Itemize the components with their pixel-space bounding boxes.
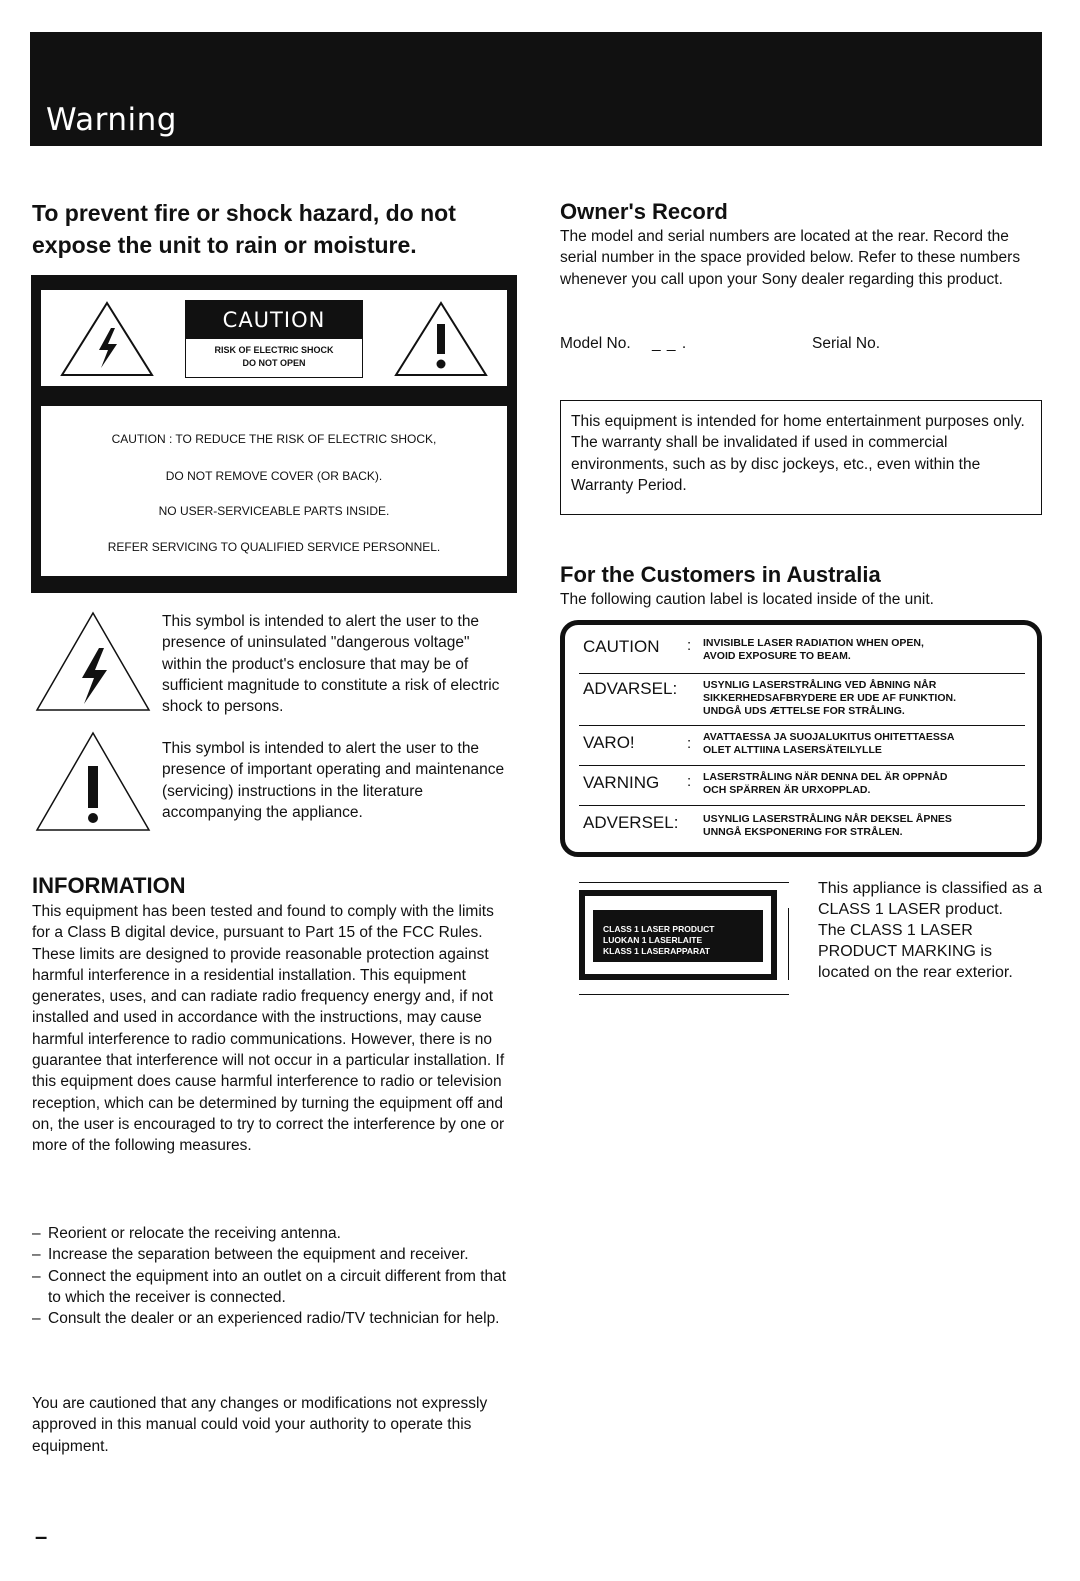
laser-label-plate: CLASS 1 LASER PRODUCT LUOKAN 1 LASERLAITE KLASS 1 LASERAPPARAT	[593, 910, 763, 962]
caution-line-2: DO NOT REMOVE COVER (OR BACK).	[165, 469, 383, 483]
caution-line-3: NO USER-SERVICEABLE PARTS INSIDE.	[158, 504, 390, 518]
label-value: LASERSTRÅLING NÄR DENNA DEL ÄR OPPNÅD OCH SPÄRREN ÄR URXOPPLAD.	[703, 771, 948, 796]
modification-caution: You are cautioned that any changes or modifications not expressly approved in this manual could void your authority to operate this equipment.	[32, 1395, 488, 1455]
do-not-open-line: DO NOT OPEN	[242, 358, 306, 368]
owners-record-heading: Owner's Record	[560, 199, 728, 224]
header-banner	[30, 32, 1042, 146]
lightning-warning-icon	[59, 300, 155, 378]
information-paragraph: This equipment has been tested and found to comply with the limits for a Class B digital device, pursuant to Part 15 of the FCC Rules. These limits are designed to provide reasonable protection against harmful interference in a residential installation. This equipment generates, uses, and can radiate radio frequency energy and, if not installed and used in accordance with the instructions, may cause harmful interference to radio communications. However, there is no guarantee that interference will not occur in a particular installation. If this equipment does cause harmful interference to radio or television reception, which can be determined by turning the equipment off and on, the user is encouraged to try to correct the interference by one or more of the following measures.	[32, 903, 505, 1155]
list-item: – Consult the dealer or an experienced radio/TV technician for help.	[32, 1310, 500, 1328]
label-key: ADVERSEL:	[583, 813, 679, 832]
caution-plate-top	[41, 290, 507, 386]
label-key: ADVARSEL:	[583, 679, 678, 698]
caution-label	[185, 300, 363, 378]
label-row-varning: VARNING : LASERSTRÅLING NÄR DENNA DEL ÄR OPPNÅD OCH SPÄRREN ÄR URXOPPLAD.	[579, 767, 1025, 806]
australia-heading: For the Customers in Australia	[560, 562, 881, 587]
class1-laser-label	[575, 882, 790, 996]
model-number-label: Model No.	[560, 335, 631, 352]
laser-label-frame	[579, 890, 777, 980]
caution-word: CAUTION	[186, 301, 362, 339]
caution-line-1: CAUTION : TO REDUCE THE RISK OF ELECTRIC SHOCK,	[111, 432, 437, 446]
label-row-advarsel	[579, 675, 1025, 726]
fire-shock-warning-heading: To prevent fire or shock hazard, do not expose the unit to rain or moisture.	[32, 200, 456, 258]
label-key: VARNING	[583, 773, 660, 792]
laser-caution-label	[560, 620, 1042, 857]
class1-laser-description	[818, 878, 1043, 983]
serial-number-label: Serial No.	[812, 335, 881, 352]
list-item: – Reorient or relocate the receiving antenna.	[32, 1225, 341, 1242]
lightning-symbol-description: This symbol is intended to alert the user to the presence of uninsulated "dangerous voltage" within the product's enclosure that may be of sufficient magnitude to constitute a risk of electric shock to persons.	[162, 613, 500, 716]
page-mark: –	[35, 1524, 48, 1549]
label-key: VARO!	[583, 733, 635, 752]
label-value: AVATTAESSA JA SUOJALUKITUS OHITETTAESSA OLET ALTTIINA LASERSÄTEILYLLE	[703, 731, 955, 756]
page-title: Warning	[46, 102, 177, 138]
exclamation-symbol-description: This symbol is intended to alert the user to the presence of important operating and maintenance (servicing) instructions in the literature accompanying the appliance.	[162, 740, 505, 821]
laser-classification-text: This appliance is classified as a CLASS 1 LASER product.	[818, 880, 1043, 918]
exclamation-warning-icon	[393, 300, 489, 378]
model-number-value: _ _ .	[652, 335, 688, 352]
risk-shock-line: RISK OF ELECTRIC SHOCK	[214, 345, 334, 355]
home-use-notice	[560, 400, 1042, 515]
caution-plate	[31, 275, 517, 593]
owners-record-text: The model and serial numbers are located at the rear. Record the serial number in the space provided below. Refer to these numbers whenever you call upon your Sony dealer regarding this product.	[560, 228, 1021, 288]
exclamation-symbol-icon	[34, 730, 152, 834]
label-row-varo: VARO! : AVATTAESSA JA SUOJALUKITUS OHITETTAESSA OLET ALTTIINA LASERSÄTEILYLLE	[579, 727, 1025, 766]
australia-subtitle: The following caution label is located inside of the unit.	[560, 591, 934, 608]
label-key: CAUTION	[583, 637, 660, 656]
list-item: – Connect the equipment into an outlet on a circuit different from that to which the receiver is connected.	[32, 1267, 507, 1306]
caution-plate-text	[41, 406, 507, 576]
label-row-adversel	[579, 807, 1025, 847]
label-value: INVISIBLE LASER RADIATION WHEN OPEN, AVOID EXPOSURE TO BEAM.	[703, 637, 924, 662]
caution-line-4: REFER SERVICING TO QUALIFIED SERVICE PERSONNEL.	[107, 540, 441, 554]
lightning-symbol-icon	[34, 610, 152, 714]
home-use-notice-text: This equipment is intended for home entertainment purposes only. The warranty shall be invalidated if used in commercial environments, such as by disc jockeys, etc., even within the Warranty Period.	[571, 413, 1025, 494]
label-row-caution: CAUTION : INVISIBLE LASER RADIATION WHEN OPEN, AVOID EXPOSURE TO BEAM.	[579, 633, 1025, 674]
measures-list	[32, 1223, 514, 1329]
laser-marking-text: The CLASS 1 LASER PRODUCT MARKING is located on the rear exterior.	[818, 922, 1013, 981]
information-heading: INFORMATION	[32, 873, 186, 898]
list-item: – Increase the separation between the equipment and receiver.	[32, 1246, 469, 1264]
label-value: USYNLIG LASERSTRÅLING NÅR DEKSEL ÅPNES UNNGÅ EKSPONERING FOR STRÅLEN.	[703, 813, 952, 838]
label-value: USYNLIG LASERSTRÅLING VED ÅBNING NÅR SIKKERHEDSAFBRYDERE ER UDE AF FUNKTION. UNDGÅ UDS ÆTTELSE FOR STRÅLING.	[703, 679, 956, 717]
